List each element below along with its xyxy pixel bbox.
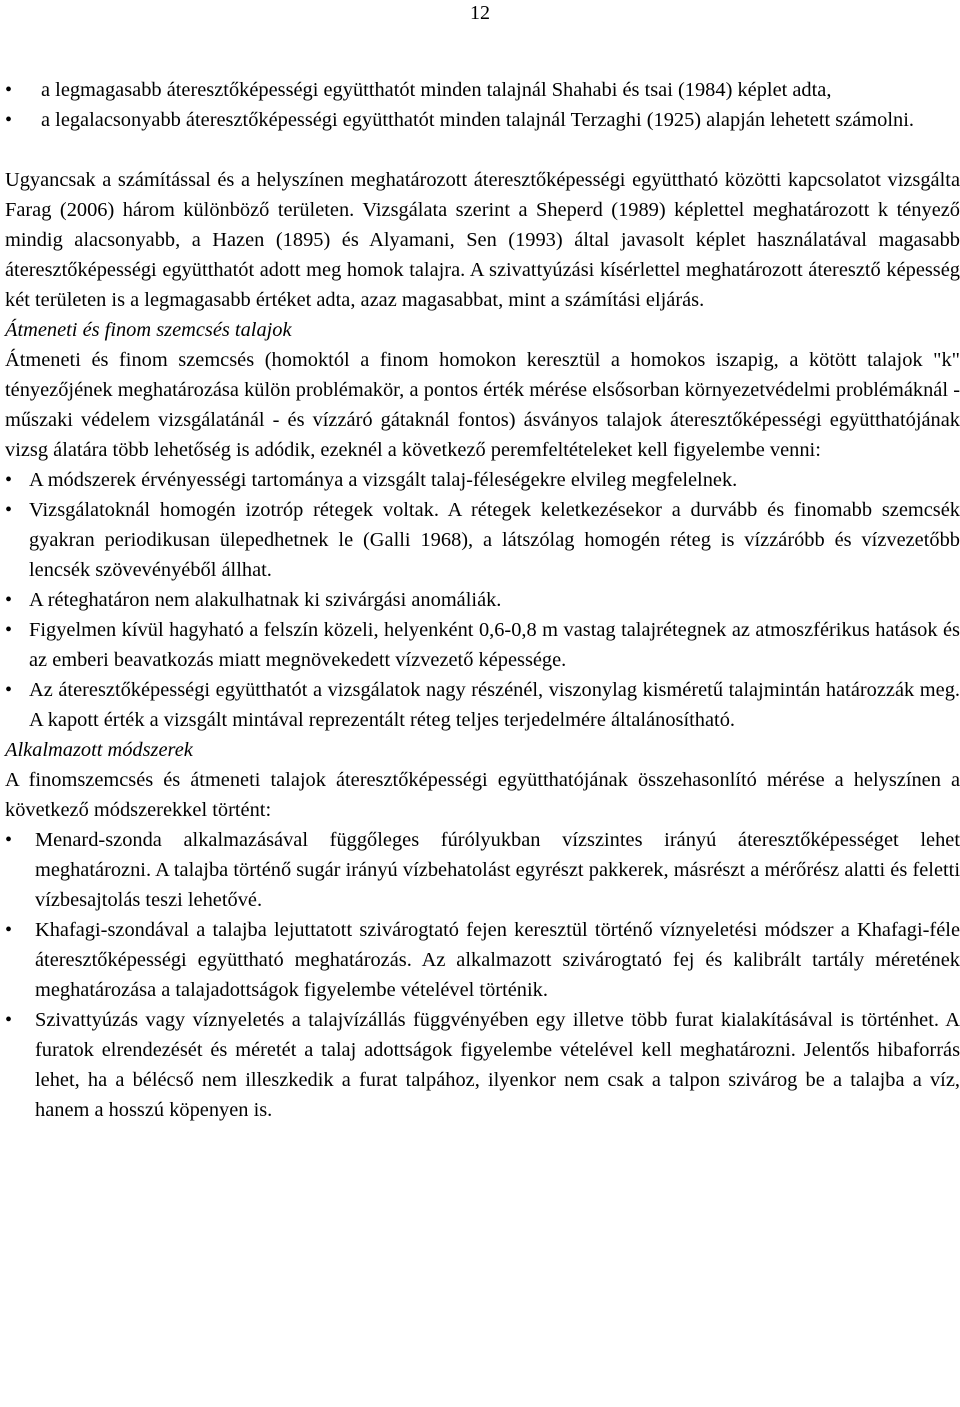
list-item-text: Khafagi-szondával a talajba lejuttatott szivárogtató fejen keresztül történő víznyeletési módszer a Khafagi-féle áteresztőképességi együttható meghatározás. Az alkalmazott szivárogtató fej és kalibrált tartály méretének meghatározása a talajadottságok figyelembe vételével történik. [35, 919, 960, 1001]
bullet-icon: • [5, 79, 13, 101]
bullet-icon: • [5, 499, 13, 521]
page-content [5, 75, 960, 1125]
bullet-list-methods [5, 825, 960, 1125]
list-item-text: Az áteresztőképességi együtthatót a vizsgálatok nagy részénél, viszonylag kisméretű talajmintán határozzák meg. A kapott érték a vizsgált mintával reprezentált réteg teljes terjedelmére általánosítható. [29, 679, 960, 731]
bullet-icon: • [5, 589, 13, 611]
section-heading-methods: Alkalmazott módszerek [5, 739, 193, 761]
paragraph-farag: Ugyancsak a számítással és a helyszínen meghatározott áteresztőképességi együttható közötti kapcsolatot vizsgálta Farag (2006) három különböző területen. Vizsgálata szerint a Sheperd (1989) képlettel meghatározott k tényező mindig alacsonyabb, a Hazen (1895) és Alyamani, Sen (1993) által javasolt képlet használatával magasabb áteresztőképességi együtthatót adott meg homok talajra. A szivattyúzási kísérlettel meghatározott áteresztő képesség két területen is a legmagasabb értéket adta, azaz magasabbat, mint a számítási eljárás. [5, 169, 960, 311]
list-item [5, 465, 960, 495]
list-item [5, 825, 960, 915]
list-item [5, 105, 960, 135]
list-item [5, 675, 960, 735]
list-item [5, 495, 960, 585]
bullet-icon: • [5, 1009, 13, 1031]
list-item-text: A réteghatáron nem alakulhatnak ki szivárgási anomáliák. [29, 589, 502, 611]
list-item-text: Vizsgálatoknál homogén izotróp rétegek voltak. A rétegek keletkezésekor a durvább és finomabb szemcsék gyakran periodikusan ülepedhetnek le (Galli 1968), a látszólag homogén réteg is vízzáróbb és vízvezetőbb lencsék szövevényéből állhat. [29, 499, 960, 581]
bullet-icon: • [5, 469, 13, 491]
list-item-text: Menard-szonda alkalmazásával függőleges fúrólyukban vízszintes irányú áteresztőképességet lehet meghatározni. A talajba történő sugár irányú vízbehatolást egyrészt pakkerek, másrészt a mérőrész alatti és feletti vízbesajtolás teszi lehetővé. [35, 829, 960, 911]
list-item [5, 75, 960, 105]
section-heading-transitional-soils: Átmeneti és finom szemcsés talajok [5, 319, 292, 341]
list-item-text: Szivattyúzás vagy víznyeletés a talajvízállás függvényében egy illetve több furat kialakításával is történhet. A furatok elrendezését és méretét a talaj adottságok figyelembe vételével kell meghatározni. Jelentős hibaforrás lehet, ha a bélécső nem illeszkedik a furat talpához, ilyenkor nem csak a talpon szivárog be a talajba a víz, hanem a hosszú köpenyen is. [35, 1009, 960, 1121]
list-item-text: a legmagasabb áteresztőképességi együtthatót minden talajnál Shahabi és tsai (1984) képlet adta, [41, 79, 832, 101]
paragraph-transitional-soils: Átmeneti és finom szemcsés (homoktól a finom homokon keresztül a homokos iszapig, a kötött talajok "k" tényezőjének meghatározása külön problémakör, a pontos érték mérése elsősorban környezetvédelmi problémáknál -műszaki védelem vizsgálatánál - és vízzáró gátaknál fontos) ásványos talajok áteresztőképességi együtthatójának vizsg álatára több lehetőség is adódik, ezeknél a következő peremfeltételeket kell figyelembe venni: [5, 349, 960, 461]
list-item [5, 615, 960, 675]
list-item [5, 585, 960, 615]
list-item-text: A módszerek érvényességi tartománya a vizsgált talaj-féleségekre elvileg megfelelnek. [29, 469, 738, 491]
bullet-icon: • [5, 109, 13, 131]
bullet-icon: • [5, 619, 13, 641]
bullet-list-boundary-conditions [5, 465, 960, 735]
bullet-list-results [5, 75, 960, 135]
bullet-icon: • [5, 679, 13, 701]
list-item [5, 915, 960, 1005]
list-item-text: a legalacsonyabb áteresztőképességi együtthatót minden talajnál Terzaghi (1925) alapján lehetett számolni. [41, 109, 914, 131]
list-item [5, 1005, 960, 1125]
bullet-icon: • [5, 829, 13, 851]
paragraph-methods-intro: A finomszemcsés és átmeneti talajok áteresztőképességi együtthatójának összehasonlító mérése a helyszínen a következő módszerekkel történt: [5, 769, 960, 821]
list-item-text: Figyelmen kívül hagyható a felszín közeli, helyenként 0,6-0,8 m vastag talajrétegnek az atmoszférikus hatások és az emberi beavatkozás miatt megnövekedett vízvezető képessége. [29, 619, 960, 671]
bullet-icon: • [5, 919, 13, 941]
page-number: 12 [470, 2, 490, 24]
